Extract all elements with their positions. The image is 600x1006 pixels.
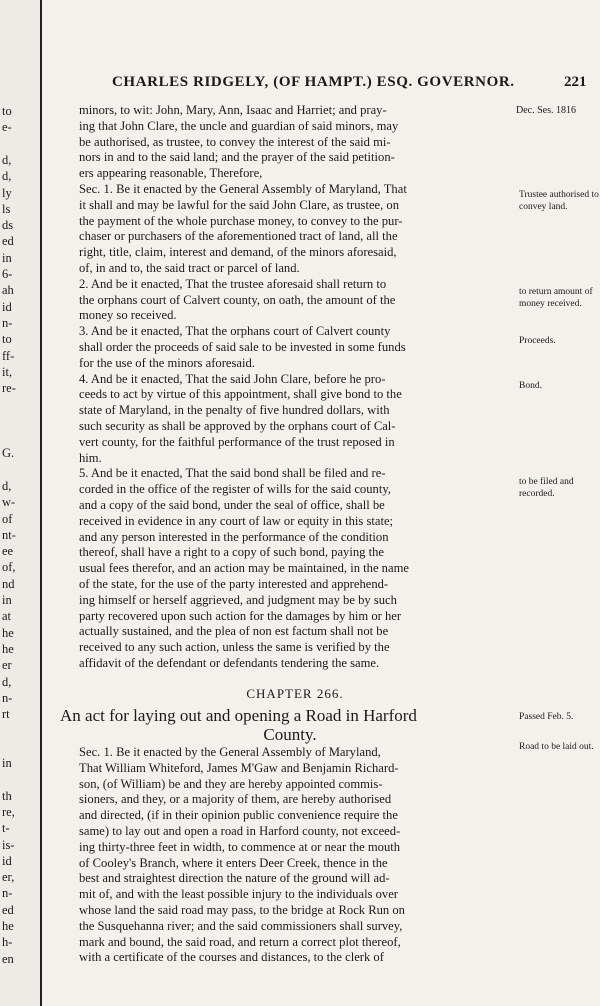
text-line: son, (of William) be and they are hereby appointed commis- — [79, 776, 383, 791]
text-line: 3. And be it enacted, That the orphans court of Calvert county — [79, 324, 391, 339]
text-line: actually sustained, and the plea of non est factum shall not be — [79, 624, 389, 639]
text-line: chaser or purchasers of the aforementioned tract of land, all the — [79, 229, 398, 244]
text-line: 2. And be it enacted, That the trustee aforesaid shall return to — [79, 276, 387, 291]
text-line: 4. And be it enacted, That the said John Clare, before he pro- — [79, 371, 386, 386]
left-page-fragment: ee — [2, 544, 14, 559]
left-page-fragment: in — [2, 250, 12, 265]
text-line: corded in the office of the register of wills for the said county, — [79, 482, 391, 497]
text-line: ing thirty-three feet in width, to commence at or near the mouth — [79, 839, 401, 854]
running-header: CHARLES RIDGELY, (OF HAMPT.) ESQ. GOVERNOR. — [112, 74, 515, 90]
text-line: received in evidence in any court of law or equity in this state; — [79, 513, 394, 528]
text-line: sioners, and they, or a majority of them, are hereby authorised — [79, 792, 392, 807]
text-line: party recovered upon such action for the damages by him or her — [79, 608, 402, 623]
left-page-fragment: d, — [2, 152, 12, 167]
text-line: of, in and to, the said tract or parcel of land. — [79, 261, 300, 275]
act-title-line-2: County. — [263, 725, 317, 744]
text-line: ing that John Clare, the uncle and guardian of said minors, may — [79, 118, 399, 133]
text-line: such security as shall be approved by the orphans court of Cal- — [79, 419, 396, 433]
left-page-fragment: id — [2, 853, 12, 868]
margin-note-filed: to be filed and recorded. — [519, 477, 574, 499]
left-page-sliver — [0, 0, 42, 1006]
text-line: the payment of the whole purchase money, to convey to the pur- — [79, 213, 403, 228]
text-line: ing himself or herself aggrieved, and judgment may be by such — [79, 592, 397, 607]
page-number: 221 — [564, 74, 587, 90]
left-page-fragment: nt- — [2, 527, 16, 542]
text-line: same) to lay out and open a road in Harford county, not exceed- — [79, 824, 401, 838]
text-line: best and straightest direction the nature of the ground will ad- — [79, 871, 390, 886]
text-line: the Susquehanna river; and the said commissioners shall survey, — [79, 918, 403, 933]
text-line: be authorised, as trustee, to convey the interest of the said mi- — [79, 134, 391, 149]
left-page-fragment: ff- — [2, 348, 15, 363]
act-title-line-1: An act for laying out and opening a Road in Harford — [60, 706, 417, 725]
text-line: and directed, (if in their opinion public convenience require the — [79, 808, 398, 823]
left-page-fragment: er, — [2, 870, 15, 885]
text-line: nors in and to the said land; and the prayer of the said petition- — [79, 150, 395, 165]
text-line: Sec. 1. Be it enacted by the General Assembly of Maryland, That — [79, 182, 407, 196]
left-page-fragment: d, — [2, 674, 12, 689]
text-line: shall order the proceeds of said sale to be invested in some funds — [79, 340, 406, 354]
left-page-fragment: ed — [2, 234, 14, 249]
left-page-fragment: h- — [2, 935, 13, 950]
left-page-fragment: to — [2, 332, 12, 347]
left-page-fragment: n- — [2, 315, 13, 330]
margin-note-passed: Passed Feb. 5. — [519, 712, 574, 722]
left-page-fragment: at — [2, 609, 12, 624]
text-line: received to any such action, unless the same is verified by the — [79, 640, 390, 655]
left-page-fragment: ed — [2, 902, 14, 917]
left-page-fragment: n- — [2, 690, 13, 705]
text-line: mit of, and with the least possible injury to the individuals over — [79, 887, 398, 902]
left-page-fragment: 6- — [2, 267, 13, 281]
text-line: ers appearing reasonable, Therefore, — [79, 166, 263, 181]
left-page-fragment: it, — [2, 364, 13, 379]
text-line: thereof, shall have a right to a copy of such bond, paying the — [79, 545, 384, 560]
left-page-fragment: re, — [2, 804, 15, 819]
text-line: That William Whiteford, James M'Gaw and Benjamin Richard- — [79, 760, 399, 775]
left-page-fragment: th — [2, 788, 12, 803]
left-page-fragment: re- — [2, 381, 16, 396]
left-page-fragment: ds — [2, 218, 14, 233]
text-line: 5. And be it enacted, That the said bond shall be filed and re- — [79, 466, 386, 481]
text-line: usual fees therefor, and an action may be maintained, in the name — [79, 561, 409, 576]
margin-note-proceeds: Proceeds. — [519, 336, 556, 346]
margin-note-road: Road to be laid out. — [519, 742, 594, 752]
left-page-fragment: to — [2, 104, 12, 118]
left-page-fragment: en — [2, 951, 14, 966]
margin-note-trustee: Trustee authorised to convey land. — [519, 190, 599, 212]
text-line: minors, to wit: John, Mary, Ann, Isaac and Harriet; and pray- — [79, 103, 387, 117]
text-line: for the use of the minors aforesaid. — [79, 355, 255, 370]
left-page-fragment: of, — [2, 560, 16, 575]
left-page-fragment: n- — [2, 886, 13, 901]
text-line: of the state, for the use of the party interested and apprehend- — [79, 577, 389, 591]
left-page-fragment: of — [2, 511, 13, 526]
left-page-fragment: d, — [2, 478, 12, 493]
text-line: whose land the said road may pass, to the bridge at Rock Run on — [79, 903, 405, 917]
text-line: state of Maryland, in the penalty of five hundred dollars, with — [79, 403, 390, 418]
left-page-fragment: d, — [2, 169, 12, 184]
text-line: with a certificate of the courses and distances, to the clerk of — [79, 950, 384, 965]
left-page-fragment: in — [2, 756, 12, 770]
left-page-fragment: t- — [2, 821, 10, 836]
left-page-fragment: e- — [2, 120, 12, 135]
left-page-fragment: w- — [2, 495, 16, 510]
margin-session-date: Dec. Ses. 1816 — [516, 105, 576, 116]
left-page-fragment: nd — [2, 576, 15, 591]
text-line: ceeds to act by virtue of this appointment, shall give bond to the — [79, 387, 402, 402]
left-page-fragment: he — [2, 919, 14, 933]
left-page-fragment: G. — [2, 446, 15, 461]
left-page-fragment: ls — [2, 201, 11, 216]
text-line: money so received. — [79, 308, 177, 323]
margin-note-return: to return amount of money received. — [519, 287, 593, 309]
margin-note-bond: Bond. — [519, 381, 542, 391]
text-line: vert county, for the faithful performance of the trust reposed in — [79, 434, 395, 449]
text-line: Sec. 1. Be it enacted by the General Assembly of Maryland, — [79, 745, 381, 759]
text-line: affidavit of the defendant or defendants tendering the same. — [79, 656, 380, 670]
left-page-fragment: er — [2, 658, 12, 673]
text-line: mark and bound, the said road, and return a correct plot thereof, — [79, 934, 401, 949]
left-page-fragment: rt — [2, 707, 10, 722]
text-line: right, title, claim, interest and demand, of the minors aforesaid, — [79, 245, 397, 260]
text-line: it shall and may be lawful for the said John Clare, as trustee, on — [79, 197, 400, 212]
left-page-fragment: he — [2, 641, 14, 656]
text-line: of Cooley's Branch, where it enters Deer Creek, thence in the — [79, 855, 388, 870]
left-page-fragment: ly — [2, 185, 12, 200]
chapter-heading: CHAPTER 266. — [246, 686, 344, 701]
text-line: and a copy of the said bond, under the seal of office, shall be — [79, 498, 385, 512]
text-line: and any person interested in the performance of the condition — [79, 529, 389, 544]
text-line: him. — [79, 450, 102, 465]
left-page-fragment: id — [2, 299, 12, 314]
left-page-fragment: he — [2, 625, 14, 640]
left-page-fragment: is- — [2, 837, 15, 852]
text-line: the orphans court of Calvert county, on oath, the amount of the — [79, 292, 396, 307]
left-page-fragment: ah — [2, 283, 14, 298]
left-page-fragment: in — [2, 593, 12, 607]
